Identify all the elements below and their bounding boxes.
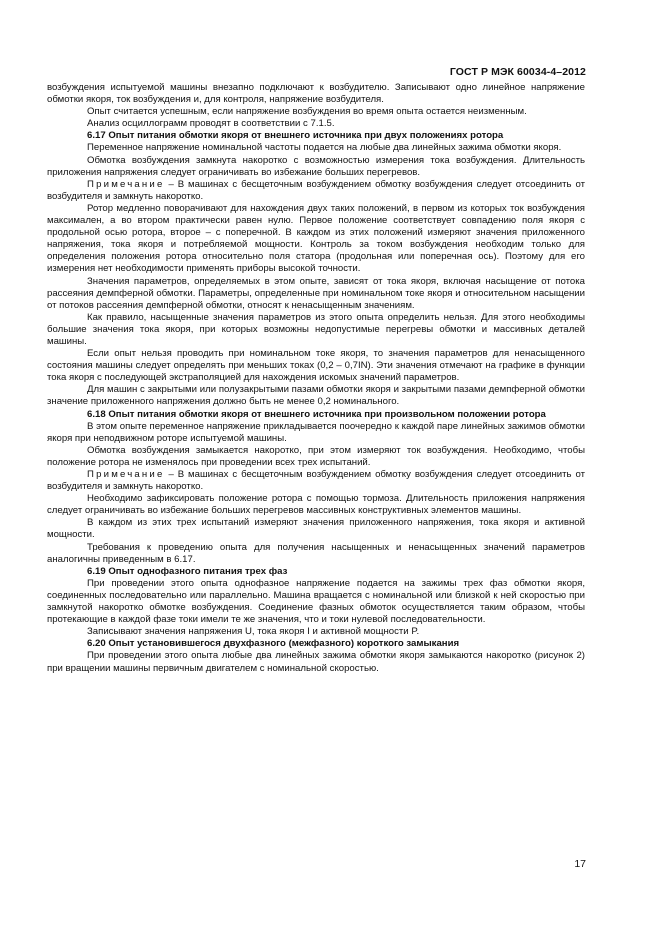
paragraph: Как правило, насыщенные значения параметров из этого опыта определить нельзя. Для этого необходимы большие значения тока якоря, при которых возможны недопустимые перегревы обмотки и массивных деталей машины.	[47, 311, 585, 347]
note-text: – В машинах с бесщеточным возбуждением обмотку возбуждения следует отсоединить от возбудителя и замкнуть накоротко.	[47, 178, 585, 202]
section-heading: 6.19 Опыт однофазного питания трех фаз	[87, 565, 288, 577]
section-heading: 6.20 Опыт установившегося двухфазного (межфазного) короткого замыкания	[87, 638, 460, 650]
note-paragraph	[47, 179, 585, 203]
document-header: ГОСТ Р МЭК 60034-4–2012	[449, 66, 586, 78]
paragraph: Обмотка возбуждения замкнута накоротко с возможностью измерения тока возбуждения. Длительность приложения напряжения следует ограничивать во избежание больших перегревов.	[47, 154, 585, 178]
paragraph: При проведении этого опыта любые два линейных зажима обмотки якоря замыкаются накоротко (рисунок 2) при вращении машины первичным двигателем с номинальной скоростью.	[47, 650, 585, 674]
note-text: – В машинах с бесщеточным возбуждением обмотку возбуждения следует отсоединить от возбудителя и замкнуть накоротко.	[47, 469, 585, 493]
note-label: Примечание	[87, 469, 165, 480]
note-paragraph	[47, 469, 585, 493]
paragraph: При проведении этого опыта однофазное напряжение подается на зажимы трех фаз обмотки якоря, соединенных последовательно или параллельно. Машина вращается с номинальной или близкой к ней скоростью при замкнутой накоротко обмотке возбуждения. Соединение фазных обмоток осуществляется таким образом, чтобы протекающие в каждой фазе токи имели те же значения, что и токи нулевой последовательности.	[47, 577, 585, 626]
section-heading: 6.18 Опыт питания обмотки якоря от внешнего источника при произвольном положении ротора	[87, 408, 546, 420]
paragraph: Ротор медленно поворачивают для нахождения двух таких положений, в первом из которых ток возбуждения максимален, а во втором практически равен нулю. Первое положение соответствует совпадению поля якоря с продольной осью ротора, второе – с поперечной. В каждом из этих положений измеряют значения приложенного напряжения, тока якоря и потребляемой мощности. Контроль за током возбуждения необходим только для определения положения ротора относительно поля статора (продольная или поперечная ось). Поэтому для его измерения нет необходимости применять приборы высокой точности.	[47, 202, 585, 275]
paragraph: Переменное напряжение номинальной частоты подается на любые два линейных зажима обмотки якоря.	[87, 142, 562, 154]
section-heading: 6.17 Опыт питания обмотки якоря от внешнего источника при двух положениях ротора	[87, 130, 504, 142]
paragraph: В этом опыте переменное напряжение прикладывается поочередно к каждой паре линейных зажимов обмотки якоря при неподвижном роторе испытуемой машины.	[47, 420, 585, 444]
paragraph: В каждом из этих трех испытаний измеряют значения приложенного напряжения, тока якоря и активной мощности.	[47, 517, 585, 541]
paragraph: Если опыт нельзя проводить при номинальном токе якоря, то значения параметров для ненасыщенного состояния машины следует определять при меньших токах (0,2 – 0,7IN). Эти значения отмечают на графике в функции тока якоря с последующей экстраполяцией для нахождения искомых значений параметров.	[47, 348, 585, 384]
paragraph: Обмотка возбуждения замыкается накоротко, при этом измеряют ток возбуждения. Необходимо, чтобы положение ротора не изменялось при проведении всех трех испытаний.	[47, 444, 585, 468]
page-number: 17	[574, 858, 586, 870]
paragraph: Анализ осциллограмм проводят в соответствии с 7.1.5.	[87, 118, 335, 130]
paragraph: Необходимо зафиксировать положение ротора с помощью тормоза. Длительность приложения напряжения следует ограничивать во избежание больших перегревов массивных конструктивных элементов машины.	[47, 493, 585, 517]
document-body	[47, 82, 585, 675]
paragraph: Значения параметров, определяемых в этом опыте, зависят от тока якоря, включая насыщение от потока рассеяния демпферной обмотки. Параметры, определенные при номинальном токе якоря и относительном насыщении от потоков рассеяния демпферной обмотки, относят к ненасыщенным значениям.	[47, 275, 585, 311]
paragraph: Записывают значения напряжения U, тока якоря I и активной мощности P.	[87, 626, 420, 638]
paragraph: Требования к проведению опыта для получения насыщенных и ненасыщенных значений параметров аналогичны приведенным в 6.17.	[47, 541, 585, 565]
paragraph: Для машин с закрытыми или полузакрытыми пазами обмотки якоря и закрытыми пазами демпферной обмотки значение приложенного напряжения должно быть не менее 0,2 номинального.	[47, 384, 585, 408]
paragraph: Опыт считается успешным, если напряжение возбуждения во время опыта остается неизменным.	[87, 106, 527, 118]
note-label: Примечание	[87, 178, 165, 190]
paragraph: возбуждения испытуемой машины внезапно подключают к возбудителю. Записывают одно линейное напряжение обмотки якоря, ток возбуждения и, для контроля, напряжение возбудителя.	[47, 82, 585, 106]
